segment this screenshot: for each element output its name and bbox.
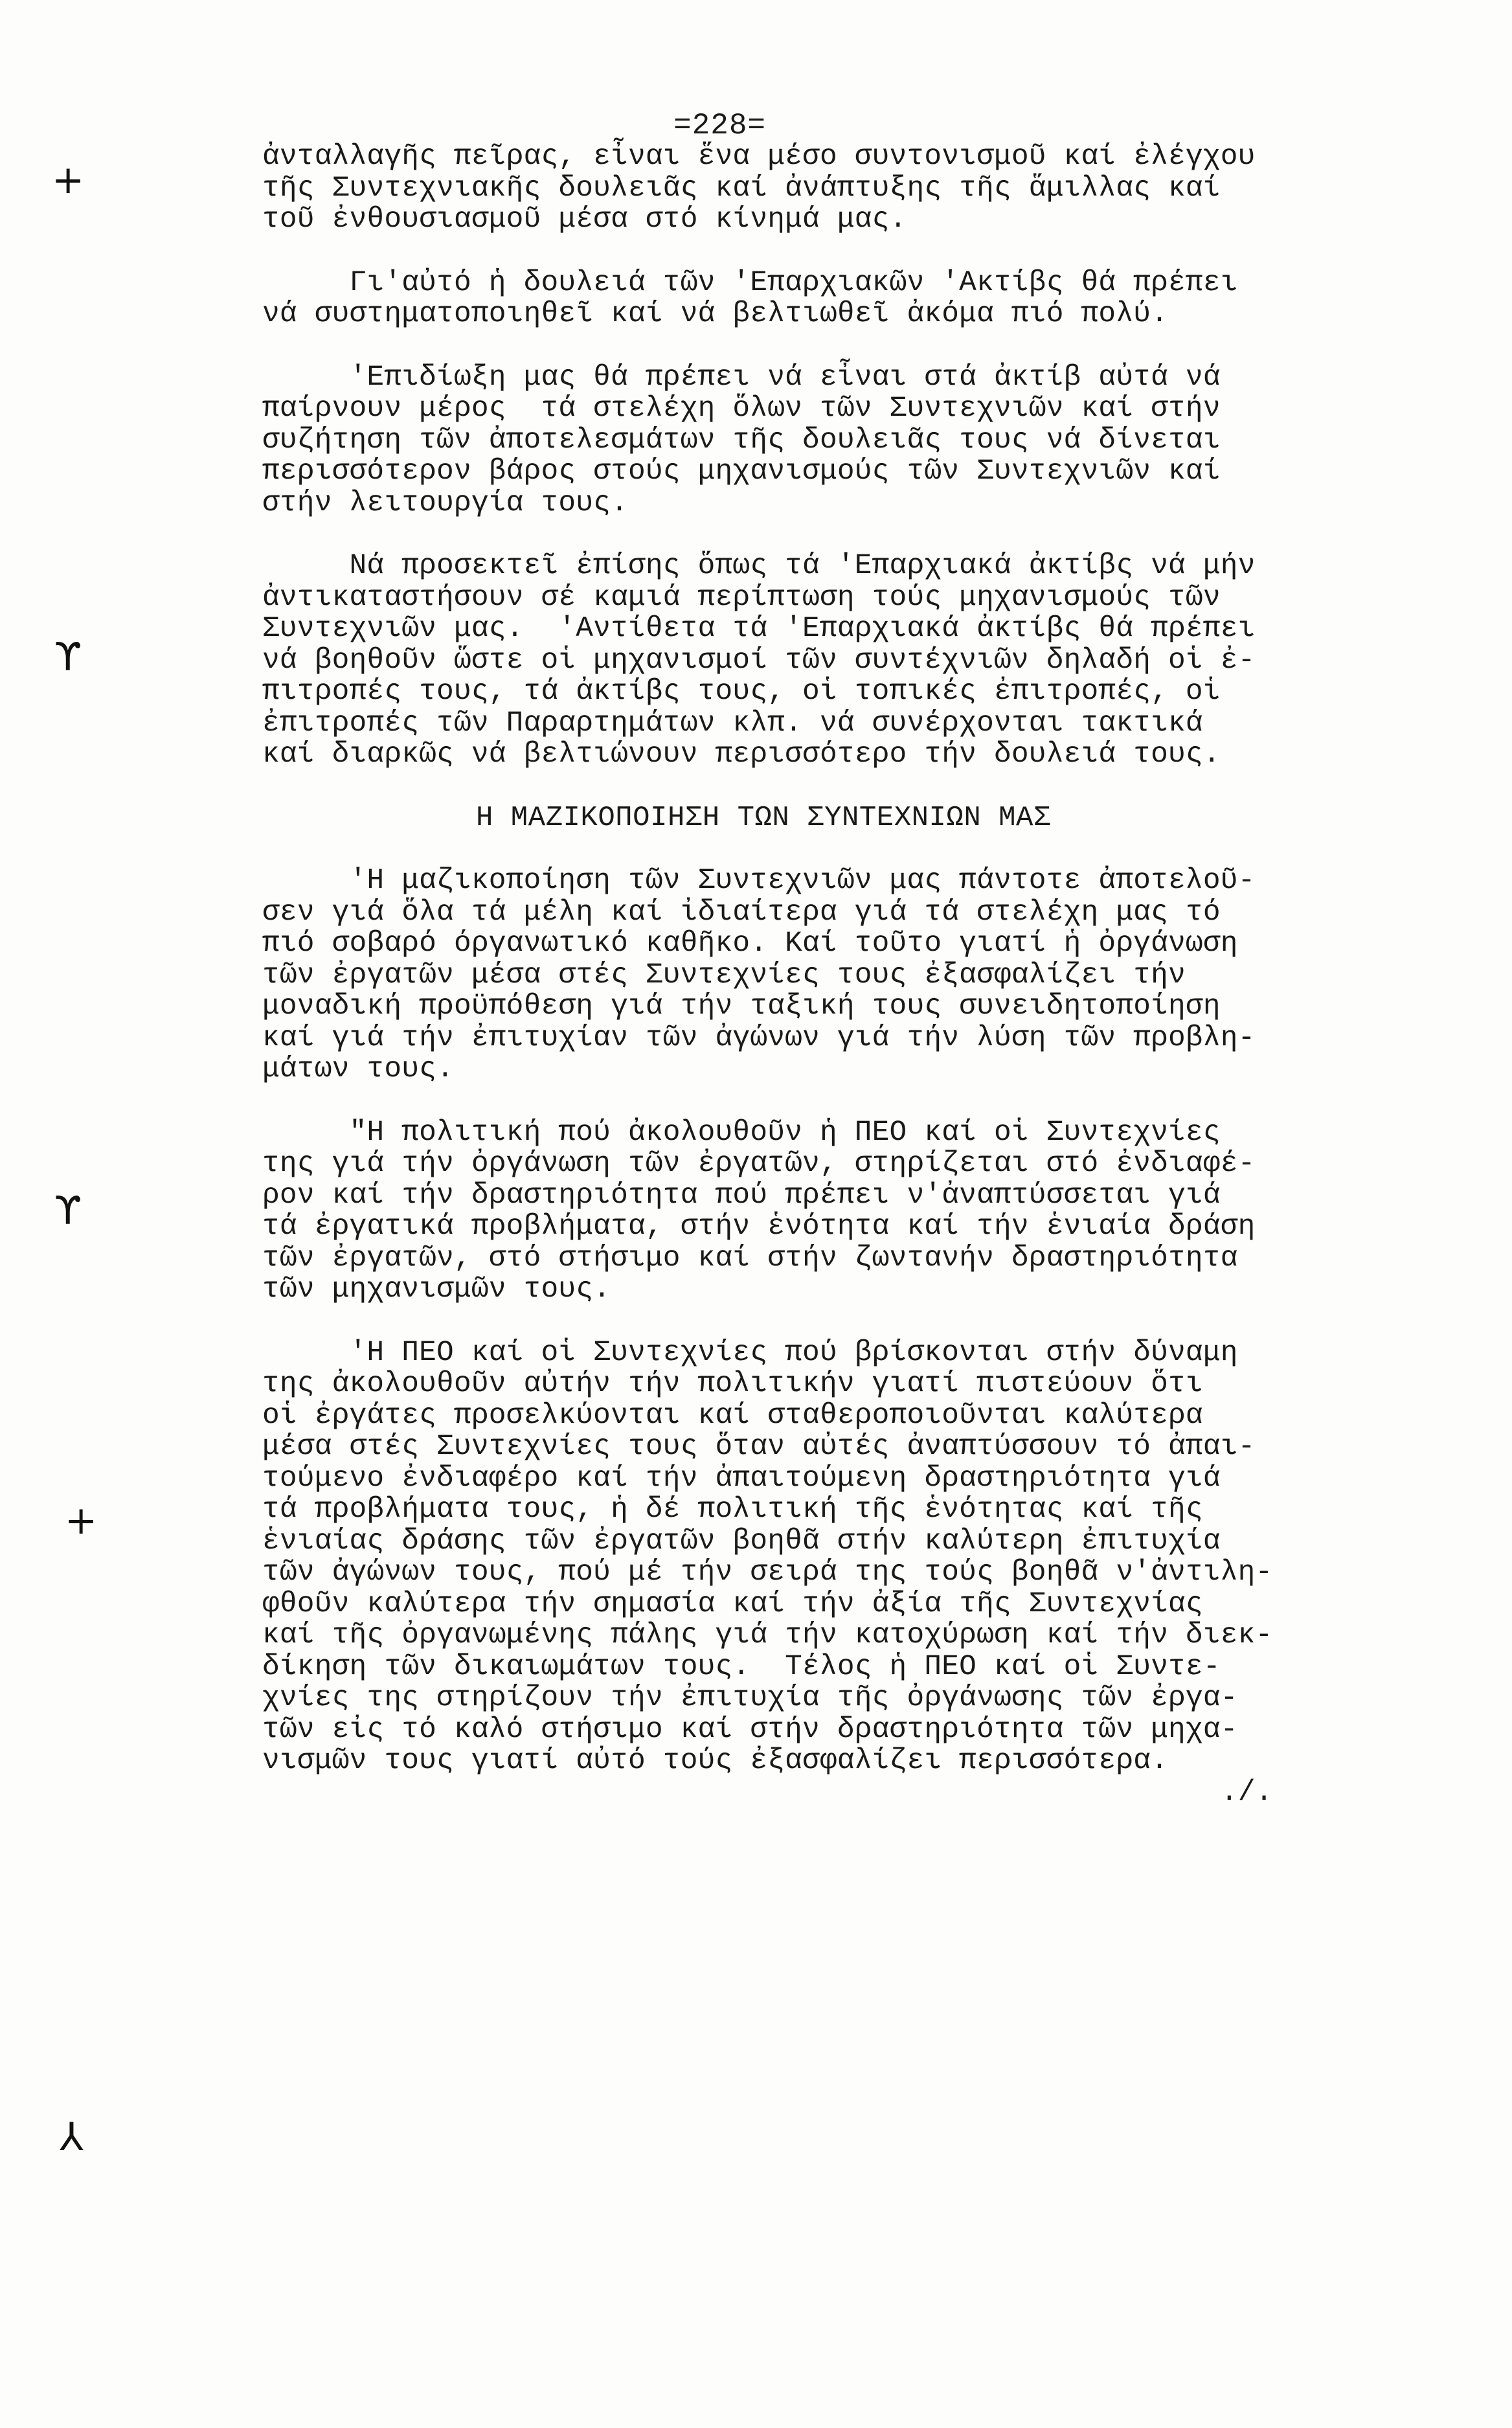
margin-tick-mark: ⅄ [60,2115,84,2160]
text-line: καί τῆς ὀργανωμένης πάλης γιά τήν κατοχύρωση καί τήν διεκ- [262,1619,1273,1651]
paragraph [262,865,1428,1085]
paragraph-gap [262,330,1428,362]
paragraph [262,141,1428,236]
text-line: ἑνιαίας δράσης τῶν ἐργατῶν βοηθᾶ στήν καλύτερη ἐπιτυχία [262,1525,1221,1558]
paragraph [262,362,1428,519]
text-line: πιτροπές τους, τά ἀκτίβς τους, οἱ τοπικές ἐπιτροπές, οἱ [262,675,1221,708]
margin-tick-mark: + [52,157,85,203]
page-number: =228= [673,109,767,142]
text-line: τούμενο ἐνδιαφέρο καί τήν ἀπαιτούμενη δραστηριότητα γιά [262,1462,1221,1495]
margin-tick-mark: ϒ [54,1188,82,1234]
text-line: περισσότερον βάρος στούς μηχανισμούς τῶν Συντεχνιῶν καί [262,455,1221,488]
paragraph-gap [262,834,1428,865]
text-line: τά ἐργατικά προβλήματα, στήν ἑνότητα καί τήν ἑνιαία δράση [262,1210,1256,1243]
body-text [262,141,1428,1808]
paragraph-gap [262,236,1428,267]
text-line: τῶν ἀγώνων τους, πού μέ τήν σειρά της τούς βοηθᾶ ν'ἀντιλη- [262,1556,1273,1589]
margin-tick-mark: + [65,1498,98,1543]
text-line: ἐπιτροπές τῶν Παραρτημάτων κλπ. νά συνέρχονται τακτικά [262,707,1203,740]
text-line: δίκηση τῶν δικαιωμάτων τους. Τέλος ἡ ΠΕΟ καί οἱ Συντε- [262,1650,1221,1683]
text-line: καί γιά τήν ἐπιτυχίαν τῶν ἀγώνων γιά τήν λύση τῶν προβλη- [262,1021,1256,1054]
text-line: οἱ ἐργάτες προσελκύονται καί σταθεροποιοῦνται καλύτερα [262,1399,1203,1432]
text-line: μέσα στές Συντεχνίες τους ὅταν αὐτές ἀναπτύσσουν τό ἀπαι- [262,1431,1256,1463]
text-line: 'Η ΠΕΟ καί οἱ Συντεχνίες πού βρίσκονται στήν δύναμη [262,1336,1238,1369]
text-line: Γι'αὐτό ἡ δουλειά τῶν 'Επαρχιακῶν 'Ακτίβς θά πρέπει [262,266,1238,299]
text-line: μοναδική προϋπόθεση γιά τήν ταξική τους συνειδητοποίηση [262,990,1221,1023]
text-line: νισμῶν τους γιατί αὐτό τούς ἐξασφαλίζει περισσότερα. [262,1745,1169,1777]
text-line: ἀνταλλαγῆς πεῖρας, εἶναι ἕνα μέσο συντονισμοῦ καί ἐλέγχου [262,141,1256,173]
text-line: ἀντικαταστήσουν σέ καμιά περίπτωση τούς μηχανισμούς τῶν [262,581,1221,614]
text-line: στήν λειτουργία τους. [262,486,628,519]
section-heading: Η ΜΑΖΙΚΟΠΟΙΗΣΗ ΤΩΝ ΣΥΝΤΕΧΝΙΩΝ ΜΑΣ [476,801,1051,834]
text-line: μάτων τους. [262,1053,454,1085]
text-line: φθοῦν καλύτερα τήν σημασία καί τήν ἀξία τῆς Συντεχνίας [262,1587,1203,1620]
paragraph [262,1337,1428,1777]
text-line: χνίες της στηρίζουν τήν ἐπιτυχία τῆς ὀργάνωσης τῶν ἐργα- [262,1682,1238,1714]
paragraph [262,267,1428,330]
text-line: 'Επιδίωξη μας θά πρέπει νά εἶναι στά ἀκτίβ αὐτά νά [262,361,1221,394]
text-line: "Η πολιτική πού ἀκολουθοῦν ἡ ΠΕΟ καί οἱ Συντεχνίες [262,1116,1221,1149]
text-line: συζήτηση τῶν ἀποτελεσμάτων τῆς δουλειᾶς τους νά δίνεται [262,424,1221,457]
text-line: 'Η μαζικοποίηση τῶν Συντεχνιῶν μας πάντοτε ἀποτελοῦ- [262,865,1256,897]
text-line: τῶν μηχανισμῶν τους. [262,1273,611,1306]
paragraph-gap [262,1085,1428,1117]
text-line: παίρνουν μέρος τά στελέχη ὅλων τῶν Συντεχνιῶν καί στήν [262,392,1221,425]
text-line: Νά προσεκτεῖ ἐπίσης ὅπως τά 'Επαρχιακά ἀκτίβς νά μήν [262,550,1256,582]
paragraph-gap [262,519,1428,550]
paragraph-gap [262,771,1428,802]
text-line: τά προβλήματα τους, ἡ δέ πολιτική τῆς ἑνότητας καί τῆς [262,1493,1203,1526]
text-line: σεν γιά ὅλα τά μέλη καί ἰδιαίτερα γιά τά στελέχη μας τό [262,896,1221,929]
text-line: πιό σοβαρό όργανωτικό καθῆκο. Καί τοῦτο γιατί ἡ ὀργάνωση [262,927,1238,960]
paragraph [262,1117,1428,1306]
text-line: καί διαρκῶς νά βελτιώνουν περισσότερο τήν δουλειά τους. [262,738,1221,771]
paragraph-gap [262,1306,1428,1337]
text-line: τῶν ἐργατῶν, στό στήσιμο καί στήν ζωντανήν δραστηριότητα [262,1242,1238,1275]
text-line: νά συστηματοποιηθεῖ καί νά βελτιωθεῖ ἀκόμα πιό πολύ. [262,298,1169,330]
text-line: τῶν εἰς τό καλό στήσιμο καί στήν δραστηριότητα τῶν μηχα- [262,1713,1238,1746]
continuation-mark: ./. [1221,1776,1273,1809]
text-line: νά βοηθοῦν ὥστε οἱ μηχανισμοί τῶν συντέχνιῶν δηλαδή οἱ ἐ- [262,644,1256,677]
text-line: της ἀκολουθοῦν αὐτήν τήν πολιτικήν γιατί πιστεύουν ὅτι [262,1368,1203,1400]
text-line: ρον καί τήν δραστηριότητα πού πρέπει ν'ἀναπτύσσεται γιά [262,1179,1221,1212]
text-line: τοῦ ἐνθουσιασμοῦ μέσα στό κίνημά μας. [262,203,907,236]
paragraph [262,550,1428,771]
text-line: Συντεχνιῶν μας. 'Αντίθετα τά 'Επαρχιακά ἀκτίβς θά πρέπει [262,613,1256,645]
margin-tick-mark: ϒ [54,635,82,680]
text-line: της γιά τήν ὀργάνωση τῶν ἐργατῶν, στηρίζεται στό ἐνδιαφέ- [262,1148,1256,1180]
text-line: τῆς Συντεχνιακῆς δουλειᾶς καί ἀνάπτυξης τῆς ἅμιλλας καί [262,172,1221,205]
text-line: τῶν ἐργατῶν μέσα στές Συντεχνίες τους ἐξασφαλίζει τήν [262,959,1186,992]
